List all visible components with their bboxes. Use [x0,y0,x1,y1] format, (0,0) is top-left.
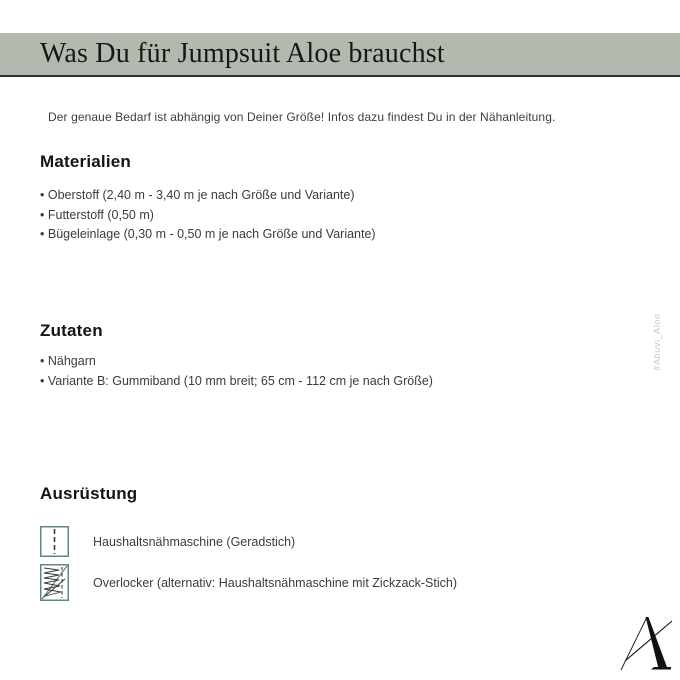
equipment-row [40,526,295,557]
page-title: Was Du für Jumpsuit Aloe brauchst [40,38,445,69]
list-item: • Bügeleinlage (0,30 m - 0,50 m je nach Größe und Variante) [40,225,376,245]
materials-list [40,186,376,245]
list-item: • Oberstoff (2,40 m - 3,40 m je nach Größe und Variante) [40,186,376,206]
title-bar [0,33,680,77]
materials-heading: Materialien [40,152,132,171]
list-item: • Futterstoff (0,50 m) [40,206,376,226]
equipment-heading: Ausrüstung [40,484,138,503]
equipment-label: Haushaltsnähmaschine (Geradstich) [93,534,296,549]
equipment-label: Overlocker (alternativ: Haushaltsnähmaschine mit Zickzack-Stich) [93,575,458,590]
overlock-stitch-icon [40,564,69,601]
list-item: • Variante B: Gummiband (10 mm breit; 65 cm - 112 cm je nach Größe) [40,372,433,392]
equipment-row [40,564,457,601]
intro-text: Der genaue Bedarf ist abhängig von Deiner Größe! Infos dazu findest Du in der Nähanleitung. [48,110,556,124]
brand-logo-a-monogram [613,608,675,674]
hashtag-watermark: #Abuvi_Aloe [652,313,662,371]
notions-heading: Zutaten [40,321,103,340]
straight-stitch-icon [40,526,69,557]
notions-list [40,352,433,391]
list-item: • Nähgarn [40,352,433,372]
